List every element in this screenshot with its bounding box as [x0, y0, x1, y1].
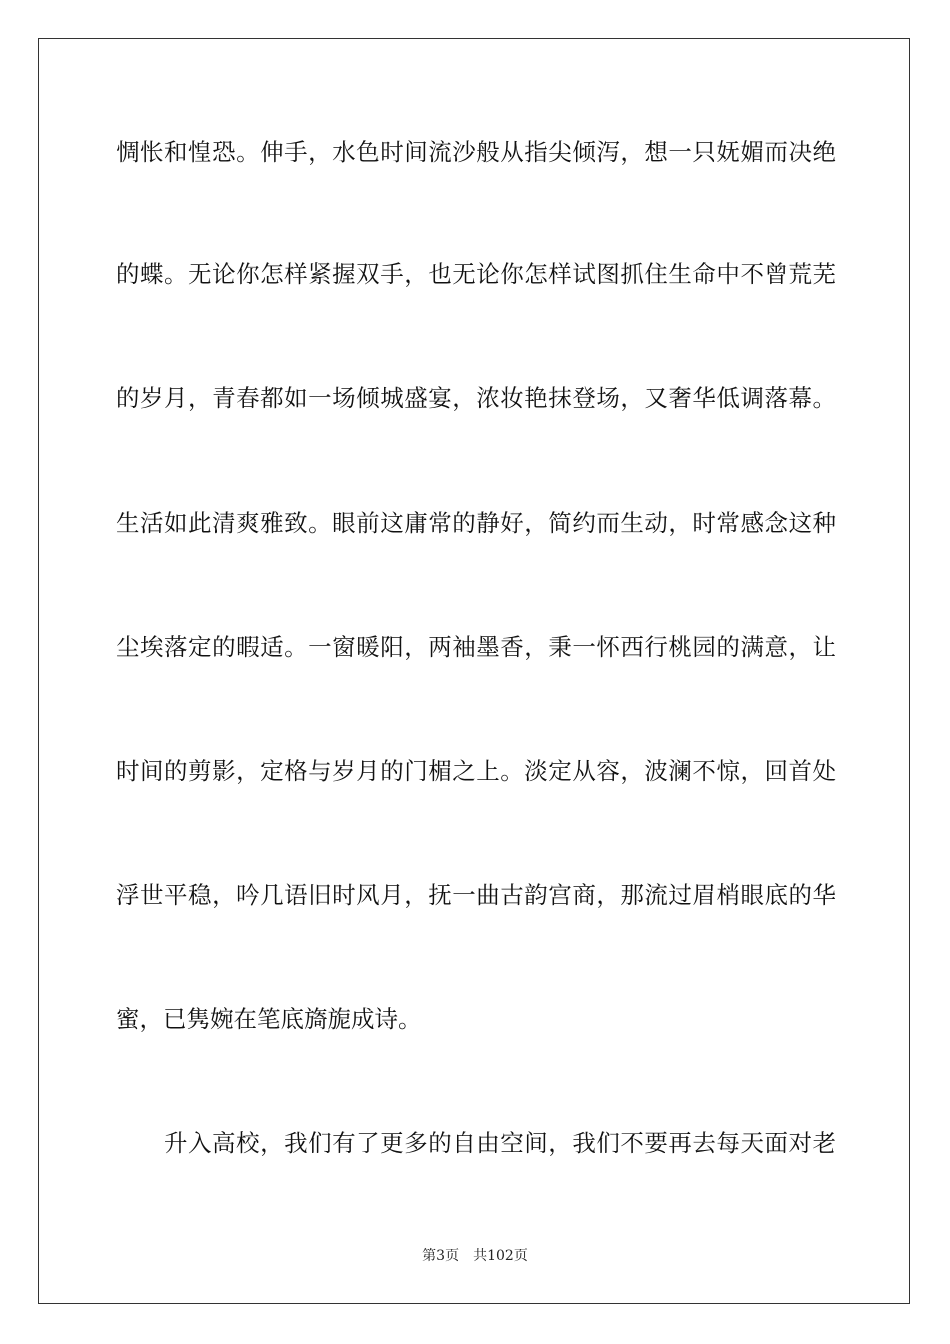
- body-text-line-4: 生活如此清爽雅致。眼前这庸常的静好，简约而生动，时常感念这种: [116, 509, 836, 537]
- page-border: [38, 38, 910, 1304]
- body-text-line-5: 尘埃落定的暇适。一窗暖阳，两袖墨香，秉一怀西行桃园的满意，让: [116, 633, 836, 661]
- body-text-line-1: 惆怅和惶恐。伸手，水色时间流沙般从指尖倾泻，想一只妩媚而决绝: [116, 138, 836, 166]
- page-total: 共102页: [473, 1248, 528, 1264]
- body-text-line-3: 的岁月，青春都如一场倾城盛宴，浓妆艳抹登场，又奢华低调落幕。: [116, 384, 836, 412]
- body-text-line-2: 的蝶。无论你怎样紧握双手，也无论你怎样试图抓住生命中不曾荒芜: [116, 260, 836, 288]
- page-number: 第3页: [422, 1248, 460, 1264]
- page-footer: [0, 1246, 950, 1266]
- body-text-line-9: 升入高校，我们有了更多的自由空间，我们不要再去每天面对老: [164, 1129, 836, 1157]
- body-text-line-6: 时间的剪影，定格与岁月的门楣之上。淡定从容，波澜不惊，回首处: [116, 757, 836, 785]
- body-text-line-7: 浮世平稳，吟几语旧时风月，抚一曲古韵宫商，那流过眉梢眼底的华: [116, 881, 836, 909]
- body-text-line-8: 蜜，已隽婉在笔底旖旎成诗。: [116, 1005, 422, 1033]
